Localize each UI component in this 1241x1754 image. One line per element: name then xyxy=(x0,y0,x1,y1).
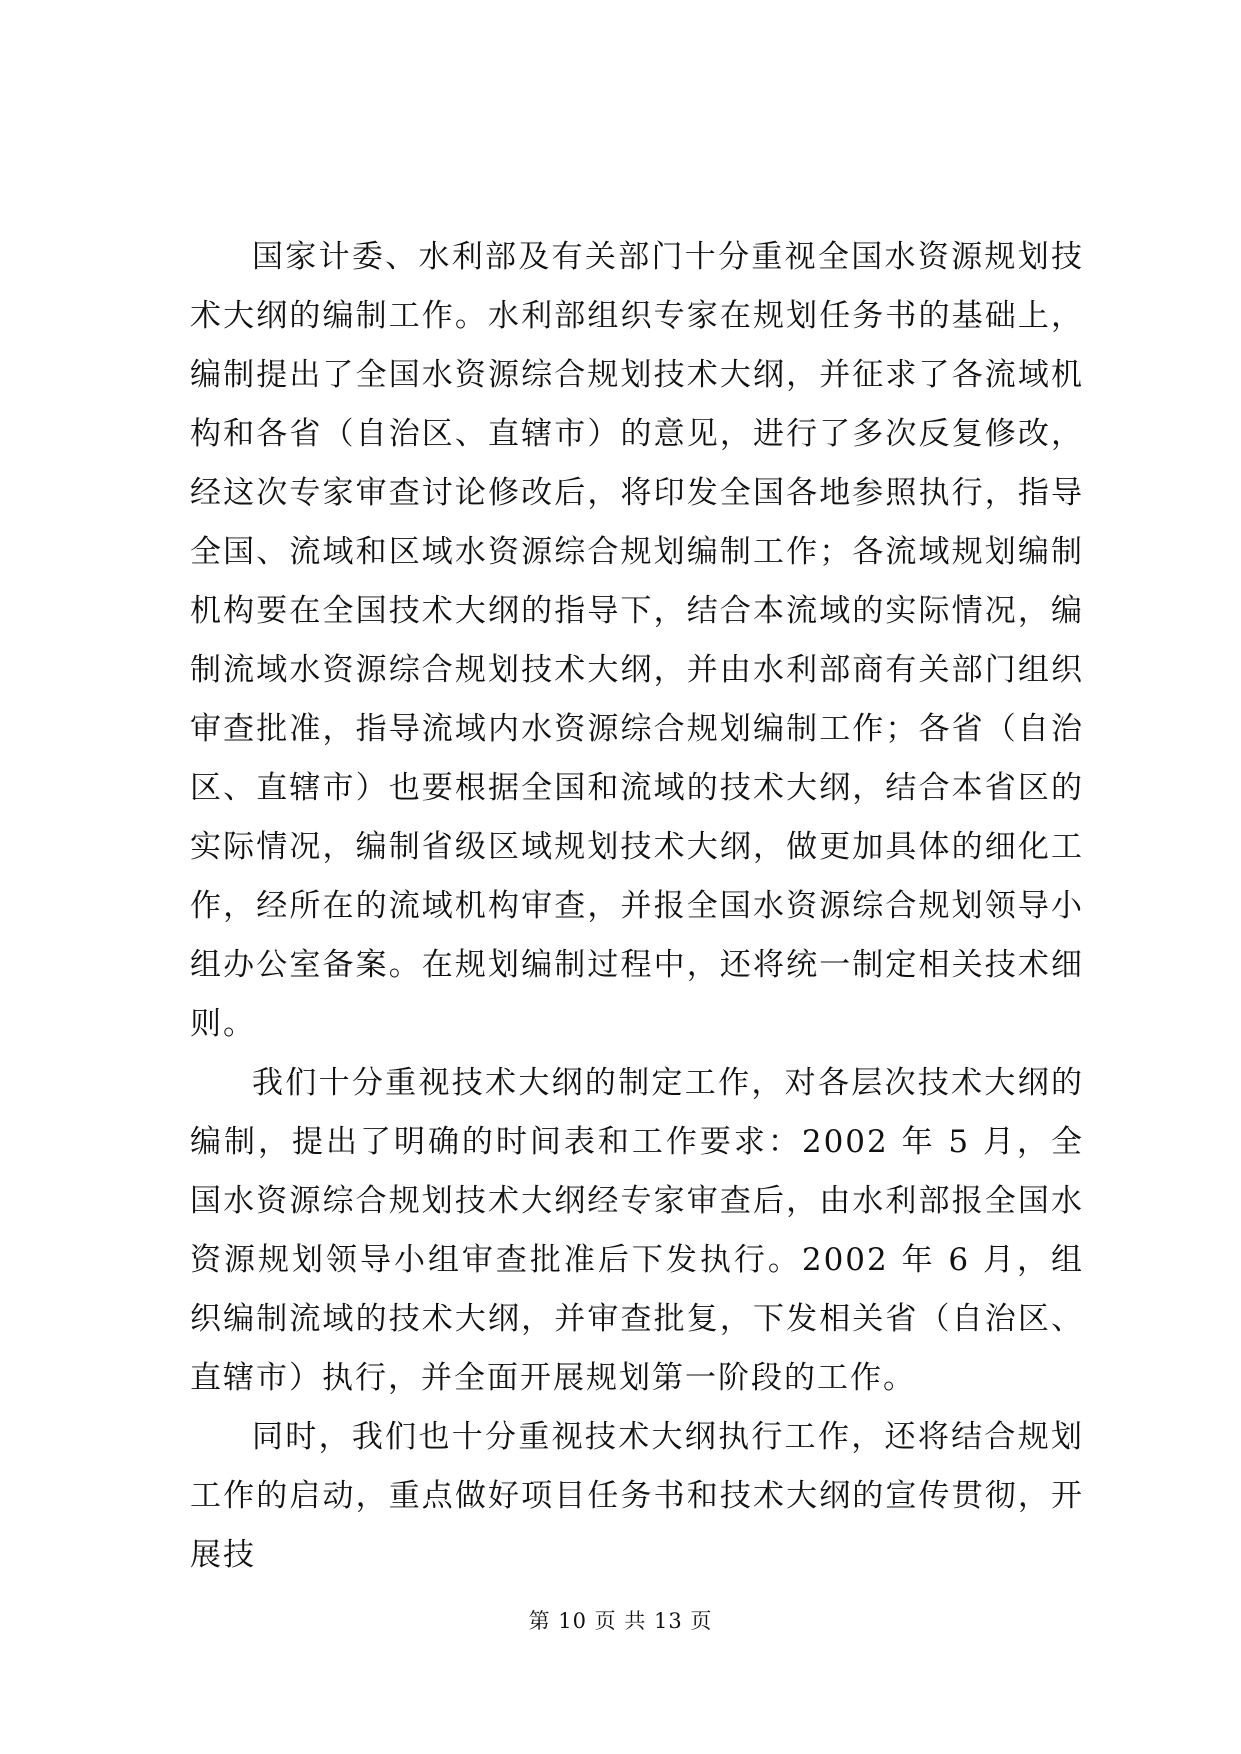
paragraph-1: 国家计委、水利部及有关部门十分重视全国水资源规划技术大纲的编制工作。水利部组织专家在规划任务书的基础上，编制提出了全国水资源综合规划技术大纲，并征求了各流域机构和各省（自治区、直辖市）的意见，进行了多次反复修改，经这次专家审查讨论修改后，将印发全国各地参照执行，指导全国、流域和区域水资源综合规划编制工作；各流域规划编制机构要在全国技术大纲的指导下，结合本流域的实际情况，编制流域水资源综合规划技术大纲，并由水利部商有关部门组织审查批准，指导流域内水资源综合规划编制工作；各省（自治区、直辖市）也要根据全国和流域的技术大纲，结合本省区的实际情况，编制省级区域规划技术大纲，做更加具体的细化工作，经所在的流域机构审查，并报全国水资源综合规划领导小组办公室备案。在规划编制过程中，还将统一制定相关技术细则。 xyxy=(190,239,1084,1042)
page-footer: 第 10 页 共 13 页 xyxy=(528,1609,713,1633)
paragraph-2: 我们十分重视技术大纲的制定工作，对各层次技术大纲的编制，提出了明确的时间表和工作要求：2002 年 5 月，全国水资源综合规划技术大纲经专家审查后，由水利部报全国水资源规划领导小组审查批准后下发执行。2002 年 6 月，组织编制流域的技术大纲，并审查批复，下发相关省（自治区、直辖市）执行，并全面开展规划第一阶段的工作。 xyxy=(190,1065,1084,1396)
body-text xyxy=(190,228,1084,1585)
paragraph-3: 同时，我们也十分重视技术大纲执行工作，还将结合规划工作的启动，重点做好项目任务书和技术大纲的宣传贯彻，开展技 xyxy=(190,1419,1084,1573)
